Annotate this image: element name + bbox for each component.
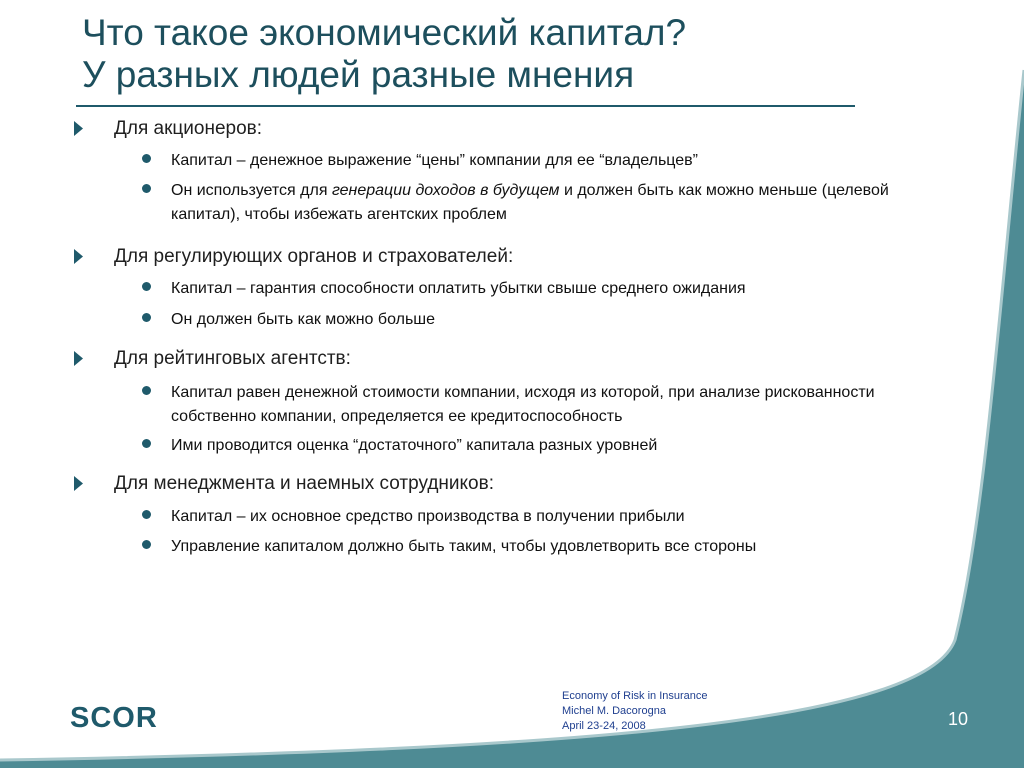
slide-title <box>82 12 686 96</box>
footer-event: Economy of Risk in Insurance <box>562 690 708 702</box>
bullet-dot-icon <box>142 540 151 549</box>
list-item-text <box>171 179 921 227</box>
list-item-text: Ими проводится оценка “достаточного” капитала разных уровней <box>171 437 658 454</box>
bullet-dot-icon <box>142 313 151 322</box>
list-item-text: Капитал – денежное выражение “цены” компании для ее “владельцев” <box>171 152 698 169</box>
footer-author: Michel M. Dacorogna <box>562 705 666 717</box>
svg-text:SCOR: SCOR <box>70 702 158 730</box>
page-number: 10 <box>948 709 969 729</box>
title-underline <box>76 105 855 107</box>
bullet-dot-icon <box>142 510 151 519</box>
scor-logo <box>70 702 200 730</box>
chevron-right-icon <box>74 121 83 136</box>
footer-info <box>562 689 708 734</box>
list-item-text-start: Он используется для <box>171 182 332 199</box>
bullet-dot-icon <box>142 154 151 163</box>
bullet-dot-icon <box>142 386 151 395</box>
slide-title-line-1: Что такое экономический капитал? <box>82 12 687 53</box>
section-label: Для акционеров: <box>114 118 263 139</box>
bullet-dot-icon <box>142 439 151 448</box>
chevron-right-icon <box>74 476 83 491</box>
list-item-text: Капитал равен денежной стоимости компании, исходя из которой, при анализе рискованности собственно компании, определяется ее кредитоспособность <box>171 384 875 425</box>
chevron-right-icon <box>74 351 83 366</box>
section-label: Для менеджмента и наемных сотрудников: <box>114 473 494 494</box>
section-label: Для рейтинговых агентств: <box>114 348 351 369</box>
list-item-text: Он должен быть как можно больше <box>171 311 436 328</box>
bullet-dot-icon <box>142 282 151 291</box>
chevron-right-icon <box>74 249 83 264</box>
section-label: Для регулирующих органов и страхователей: <box>114 246 514 267</box>
footer-date: April 23-24, 2008 <box>562 720 646 732</box>
list-item-text: Капитал – гарантия способности оплатить убытки свыше среднего ожидания <box>171 280 746 297</box>
slide-title-line-2: У разных людей разные мнения <box>82 54 635 95</box>
list-item-text: Капитал – их основное средство производства в получении прибыли <box>171 508 685 525</box>
bullet-dot-icon <box>142 184 151 193</box>
list-item-text-end: и должен быть как можно меньше (целевой капитал), чтобы избежать агентских проблем <box>171 182 889 223</box>
list-item-text: Управление капиталом должно быть таким, чтобы удовлетворить все стороны <box>171 538 757 555</box>
list-item-emphasis: генерации доходов в будущем <box>331 182 560 199</box>
